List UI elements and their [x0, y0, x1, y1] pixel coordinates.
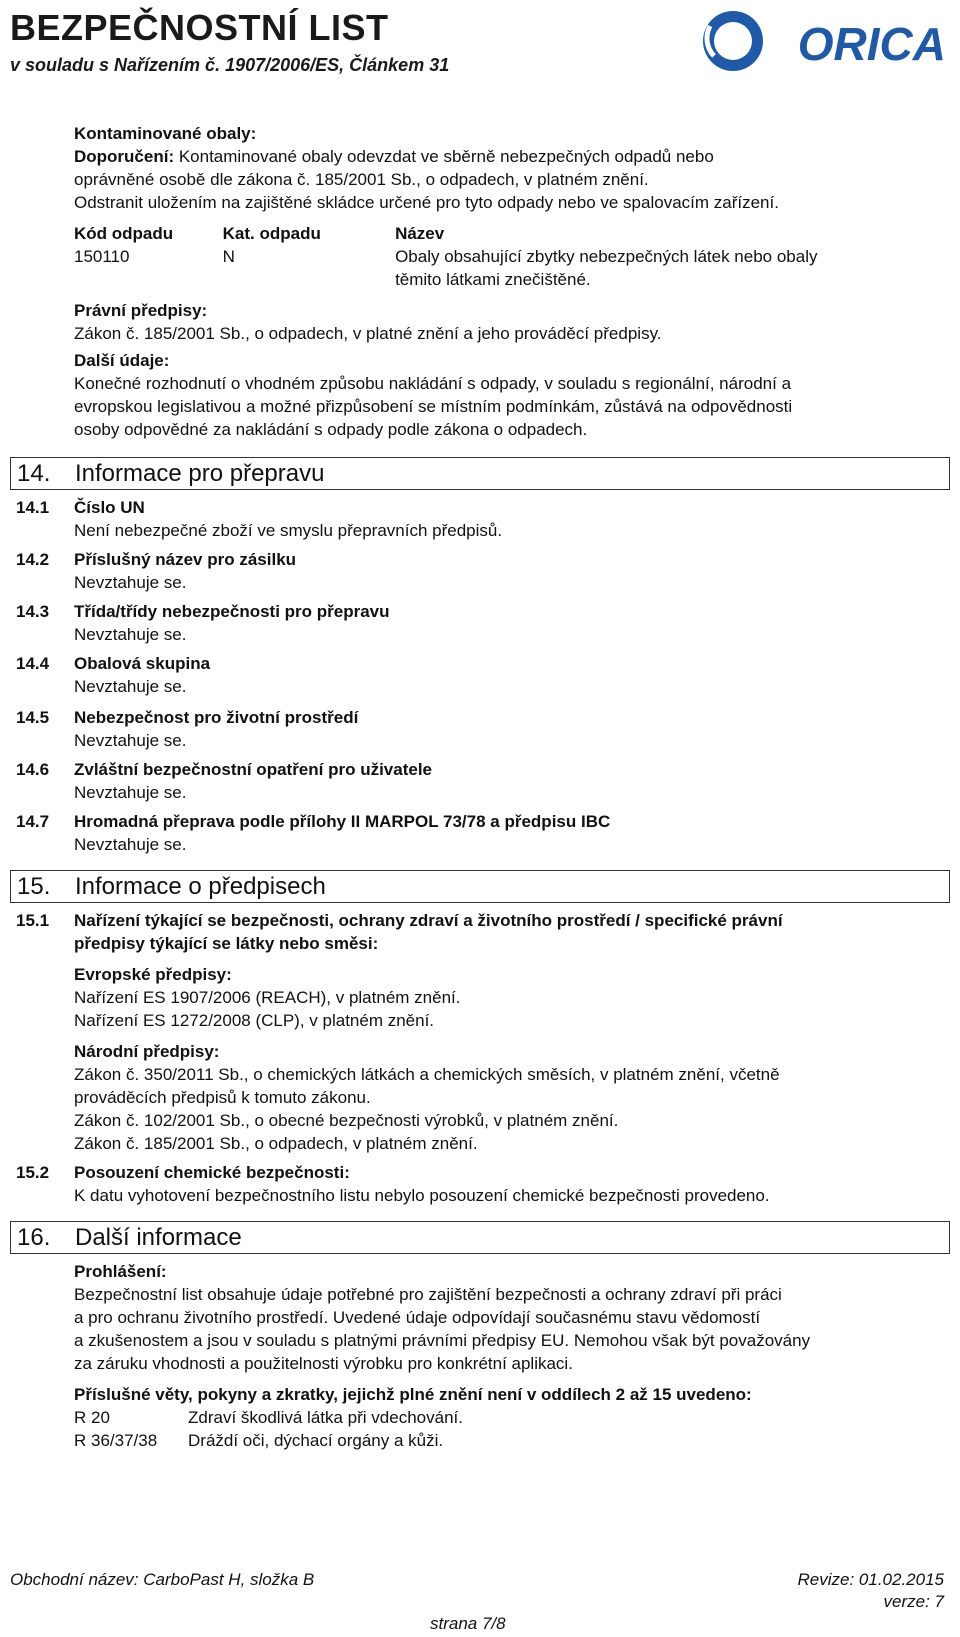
other-line2: evropskou legislativou a možné přizpůsobení se místním podmínkám, zůstává na odpovědnosti — [74, 397, 793, 416]
document-title: BEZPEČNOSTNÍ LIST — [10, 7, 389, 48]
subsection-text: Není nebezpečné zboží ve smyslu přepravních předpisů. — [74, 521, 503, 540]
section-title: Další informace — [75, 1224, 242, 1251]
national-item-cont: prováděcích předpisů k tomuto zákonu. — [74, 1088, 371, 1107]
phrase-text: Dráždí oči, dýchací orgány a kůži. — [188, 1431, 444, 1450]
recommendation-line2: oprávněné osobě dle zákona č. 185/2001 Sb., o odpadech, v platném znění. — [74, 170, 649, 189]
subsection-title: Hromadná přeprava podle přílohy II MARPOL 73/78 a předpisu IBC — [74, 812, 611, 831]
section-16-heading — [10, 1221, 950, 1254]
subsection-14-1 — [10, 496, 950, 519]
national-item: Zákon č. 102/2001 Sb., o obecné bezpečnosti výrobků, v platném znění. — [74, 1111, 619, 1130]
subsection-title: Posouzení chemické bezpečnosti: — [74, 1163, 350, 1182]
other-line1: Konečné rozhodnutí o vhodném způsobu nakládání s odpady, v souladu s regionální, národní a — [74, 374, 792, 393]
subsection-title-line1: Nařízení týkající se bezpečnosti, ochrany zdraví a životního prostředí / specifické právní — [74, 911, 783, 930]
legal-text: Zákon č. 185/2001 Sb., o odpadech, v platné znění a jeho prováděcí předpisy. — [74, 324, 662, 343]
page-header — [10, 8, 950, 78]
subsection-number: 14.7 — [16, 812, 50, 831]
subsection-title: Příslušný název pro zásilku — [74, 550, 297, 569]
subsection-14-5 — [10, 706, 950, 729]
subsection-15-2 — [10, 1161, 950, 1184]
recommendation-line3: Odstranit uložením na zajištěné skládce určené pro tyto odpady nebo ve spalovacím zařízení. — [74, 193, 779, 212]
page-footer — [10, 1568, 950, 1633]
declaration-line: a zkušenostem a jsou v souladu s platnými právními předpisy EU. Nemohou však být považovány — [74, 1331, 811, 1350]
orica-logo — [700, 8, 950, 74]
waste-name-line1: Obaly obsahující zbytky nebezpečných látek nebo obaly — [395, 247, 818, 266]
declaration-line: za záruku vhodnosti a použitelnosti výrobku pro konkrétní aplikaci. — [74, 1354, 573, 1373]
national-item: Zákon č. 185/2001 Sb., o odpadech, v platném znění. — [74, 1134, 478, 1153]
national-label: Národní předpisy: — [74, 1042, 220, 1061]
recommendation — [74, 145, 950, 168]
waste-code: 150110 — [74, 247, 130, 266]
subsection-title: Obalová skupina — [74, 654, 211, 673]
version: verze: 7 — [883, 1592, 944, 1611]
subsection-title-line2: předpisy týkající se látky nebo směsi: — [74, 934, 379, 953]
recommendation-label: Doporučení: — [74, 147, 175, 166]
subsection-number: 14.1 — [16, 498, 50, 517]
subsection-text: Nevztahuje se. — [74, 625, 187, 644]
subsection-text: K datu vyhotovení bezpečnostního listu nebylo posouzení chemické bezpečnosti provedeno. — [74, 1186, 770, 1205]
subsection-title: Číslo UN — [74, 498, 145, 517]
subsection-text: Nevztahuje se. — [74, 677, 187, 696]
col-header-name: Název — [395, 224, 445, 243]
trade-name: Obchodní název: CarboPast H, složka B — [10, 1570, 315, 1589]
other-line3: osoby odpovědné za nakládání s odpady podle zákona o odpadech. — [74, 420, 588, 439]
waste-table-row — [74, 245, 950, 291]
phrase-code: R 20 — [74, 1408, 110, 1427]
eu-regulations — [10, 963, 950, 1032]
page-number: strana 7/8 — [430, 1614, 506, 1633]
subsection-number: 14.5 — [16, 708, 50, 727]
subsection-text: Nevztahuje se. — [74, 731, 187, 750]
section-14-heading — [10, 457, 950, 490]
subsection-14-4 — [10, 652, 950, 675]
subsection-14-6 — [10, 758, 950, 781]
subsection-15-1 — [10, 909, 950, 955]
subsection-14-3 — [10, 600, 950, 623]
declaration-label: Prohlášení: — [74, 1262, 167, 1281]
section-title: Informace o předpisech — [75, 873, 326, 900]
declaration-line: a pro ochranu životního prostředí. Uvedené údaje odpovídají současnému stavu vědomostí — [74, 1308, 761, 1327]
phrase-row — [74, 1429, 950, 1452]
eu-item: Nařízení ES 1907/2006 (REACH), v platném znění. — [74, 988, 461, 1007]
waste-section — [10, 122, 950, 441]
subsection-number: 15.1 — [16, 911, 50, 930]
section-title: Informace pro přepravu — [75, 460, 325, 487]
subsection-text: Nevztahuje se. — [74, 835, 187, 854]
waste-table-header — [74, 222, 950, 245]
declaration-line: Bezpečnostní list obsahuje údaje potřebné pro zajištění bezpečnosti a ochrany zdraví při práci — [74, 1285, 782, 1304]
phrases-label: Příslušné věty, pokyny a zkratky, jejichž plné znění není v oddílech 2 až 15 uvedeno: — [74, 1385, 752, 1404]
eu-item: Nařízení ES 1272/2008 (CLP), v platném znění. — [74, 1011, 435, 1030]
subsection-number: 14.2 — [16, 550, 50, 569]
recommendation-text: Kontaminované obaly odevzdat ve sběrně nebezpečných odpadů nebo — [174, 147, 714, 166]
subsection-14-7 — [10, 810, 950, 833]
col-header-category: Kat. odpadu — [222, 224, 321, 243]
section-15-body — [10, 909, 950, 1207]
waste-name — [395, 245, 950, 291]
subsection-number: 14.3 — [16, 602, 50, 621]
col-header-code: Kód odpadu — [74, 224, 174, 243]
subsection-14-2 — [10, 548, 950, 571]
revision-date: Revize: 01.02.2015 — [797, 1570, 944, 1589]
eu-label: Evropské předpisy: — [74, 965, 232, 984]
subsection-text: Nevztahuje se. — [74, 783, 187, 802]
phrase-code: R 36/37/38 — [74, 1431, 158, 1450]
national-item: Zákon č. 350/2011 Sb., o chemických látkách a chemických směsích, v platném znění, včetně — [74, 1065, 780, 1084]
legal-label: Právní předpisy: — [74, 301, 208, 320]
svg-text:ORICA: ORICA — [797, 18, 946, 70]
other-label: Další údaje: — [74, 351, 170, 370]
subsection-text: Nevztahuje se. — [74, 573, 187, 592]
subsection-title — [74, 909, 783, 955]
subsection-number: 14.6 — [16, 760, 50, 779]
subsection-title: Nebezpečnost pro životní prostředí — [74, 708, 359, 727]
contaminated-label: Kontaminované obaly: — [74, 124, 257, 143]
section-number: 16. — [17, 1224, 51, 1251]
waste-name-line2: těmito látkami znečištěné. — [395, 270, 591, 289]
phrase-text: Zdraví škodlivá látka při vdechování. — [188, 1408, 463, 1427]
phrase-row — [74, 1406, 950, 1429]
subsection-title: Třída/třídy nebezpečnosti pro přepravu — [74, 602, 390, 621]
section-number: 15. — [17, 873, 51, 900]
waste-category: N — [222, 247, 235, 266]
section-14-items — [10, 496, 950, 856]
subsection-number: 14.4 — [16, 654, 50, 673]
national-regulations — [10, 1040, 950, 1155]
document-subtitle: v souladu s Nařízením č. 1907/2006/ES, Článkem 31 — [10, 55, 450, 75]
section-15-heading — [10, 870, 950, 903]
subsection-title: Zvláštní bezpečnostní opatření pro uživatele — [74, 760, 433, 779]
page-content — [10, 122, 950, 1452]
section-number: 14. — [17, 460, 51, 487]
subsection-number: 15.2 — [16, 1163, 50, 1182]
section-16-body — [10, 1260, 950, 1452]
